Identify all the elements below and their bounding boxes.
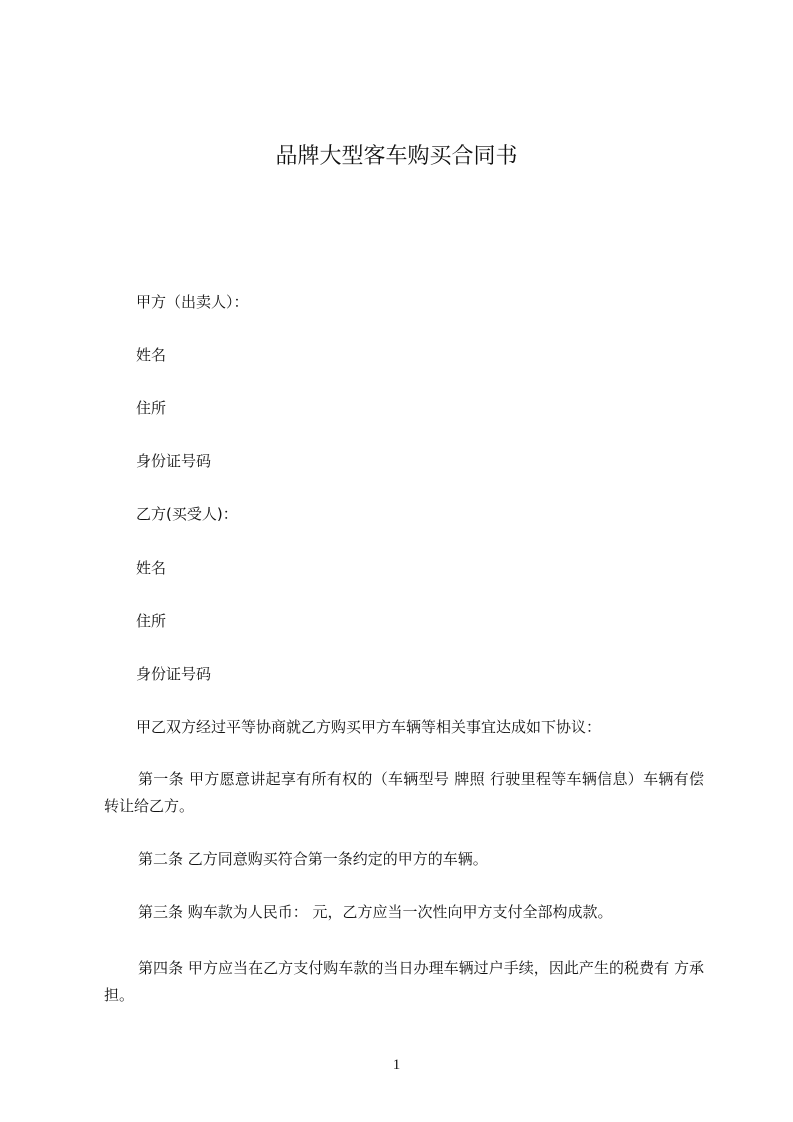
article-4: 第四条 甲方应当在乙方支付购车款的当日办理车辆过户手续，因此产生的税费有 方承担。 bbox=[104, 959, 704, 1004]
party-b-heading: 乙方(买受人)： bbox=[136, 505, 238, 523]
page-number: 1 bbox=[392, 1057, 401, 1073]
party-a-name-label: 姓名 bbox=[136, 346, 167, 364]
article-2: 第二条 乙方同意购买符合第一条约定的甲方的车辆。 bbox=[138, 850, 488, 868]
article-1: 第一条 甲方愿意讲起享有所有权的（车辆型号 牌照 行驶里程等车辆信息）车辆有偿转让给乙方。 bbox=[104, 770, 704, 815]
party-a-address-label: 住所 bbox=[136, 399, 167, 417]
article-3: 第三条 购车款为人民币： 元，乙方应当一次性向甲方支付全部构成款。 bbox=[138, 903, 613, 921]
agreement-preamble: 甲乙双方经过平等协商就乙方购买甲方车辆等相关事宜达成如下协议： bbox=[136, 718, 602, 736]
party-a-heading: 甲方（出卖人）： bbox=[136, 293, 249, 311]
party-b-address-label: 住所 bbox=[136, 612, 167, 630]
document-title: 品牌大型客车购买合同书 bbox=[275, 144, 518, 169]
party-b-id-label: 身份证号码 bbox=[136, 665, 212, 683]
party-a-id-label: 身份证号码 bbox=[136, 452, 212, 470]
party-b-name-label: 姓名 bbox=[136, 559, 167, 577]
